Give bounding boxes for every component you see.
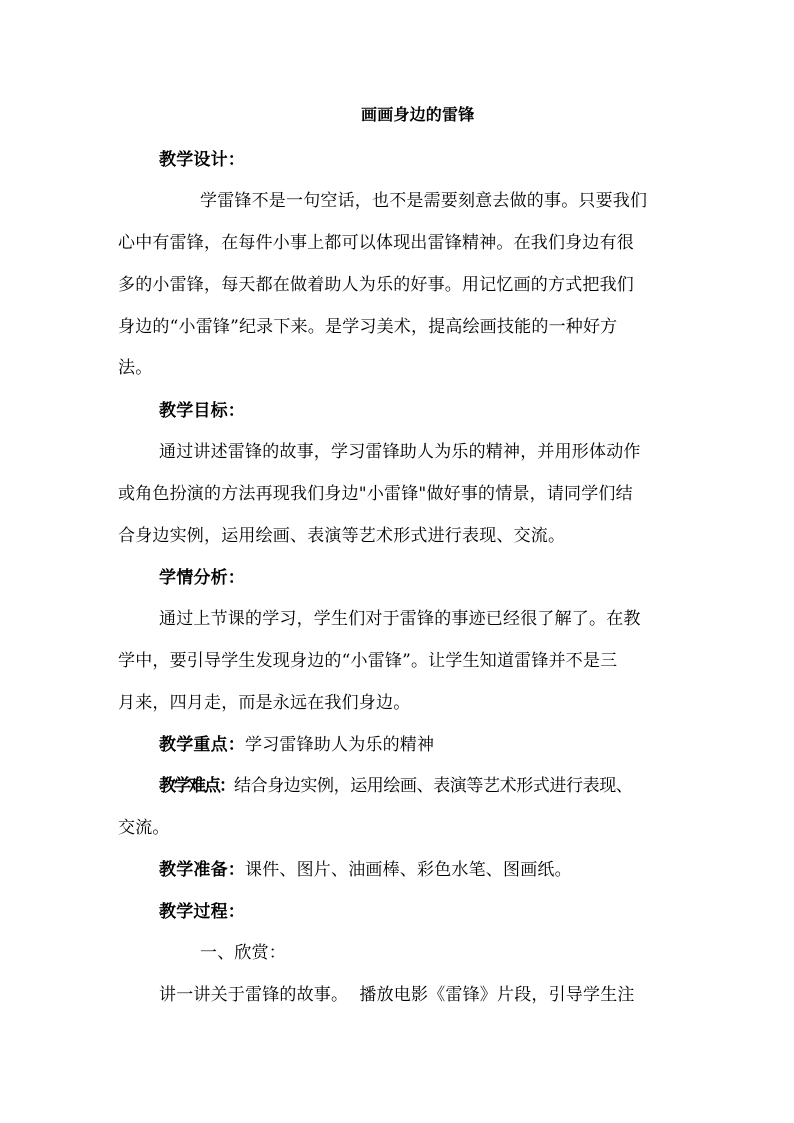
section-heading-analysis: 学情分析： xyxy=(159,568,245,588)
section-heading-goals: 教学目标： xyxy=(159,401,245,421)
section-heading-design: 教学设计： xyxy=(159,150,245,170)
difficulty-continuation: 交流。 xyxy=(118,818,170,838)
page-title: 画画身边的雷锋 xyxy=(361,105,475,124)
paragraph-line: 月来，四月走，而是永远在我们身边。 xyxy=(118,693,411,713)
preparation-text: 课件、图片、油画棒、彩色水笔、图画纸。 xyxy=(245,860,572,880)
paragraph-line: 学中，要引导学生发现身边的“小雷锋”。让学生知道雷锋并不是三 xyxy=(118,651,618,671)
difficulty-row xyxy=(159,776,632,796)
paragraph-line: 通过讲述雷锋的故事，学习雷锋助人为乐的精神，并用形体动作 xyxy=(159,442,641,462)
section-heading-process: 教学过程： xyxy=(159,902,245,922)
paragraph-line: 多的小雷锋，每天都在做着助人为乐的好事。用记忆画的方式把我们 xyxy=(118,275,634,295)
key-point-text: 学习雷锋助人为乐的精神 xyxy=(245,735,435,755)
preparation-row xyxy=(159,860,572,880)
paragraph-line: 通过上节课的学习，学生们对于雷锋的事迹已经很了解了。在教 xyxy=(159,609,641,629)
paragraph-line: 身边的“小雷锋”纪录下来。是学习美术，提高绘画技能的一种好方 xyxy=(118,317,618,337)
key-point-label: 教学重点： xyxy=(159,735,245,755)
preparation-label: 教学准备： xyxy=(159,860,245,880)
paragraph-line: 合身边实例，运用绘画、表演等艺术形式进行表现、交流。 xyxy=(118,526,566,546)
paragraph-line: 心中有雷锋，在每件小事上都可以体现出雷锋精神。在我们身边有很 xyxy=(118,233,634,253)
paragraph-line: 讲一讲关于雷锋的故事。 播放电影《雷锋》片段，引导学生注 xyxy=(159,985,635,1005)
key-point-row xyxy=(159,735,434,755)
difficulty-text: 结合身边实例，运用绘画、表演等艺术形式进行表现、 xyxy=(234,776,633,796)
paragraph-line: 法。 xyxy=(118,358,153,378)
process-step-one: 一、欣赏： xyxy=(200,943,286,963)
difficulty-label: 教学难点： xyxy=(159,776,234,796)
paragraph-line: 或角色扮演的方法再现我们身边"小雷锋"做好事的情景，请同学们结 xyxy=(118,484,633,504)
paragraph-line: 学雷锋不是一句空话，也不是需要刻意去做的事。只要我们 xyxy=(200,191,648,211)
